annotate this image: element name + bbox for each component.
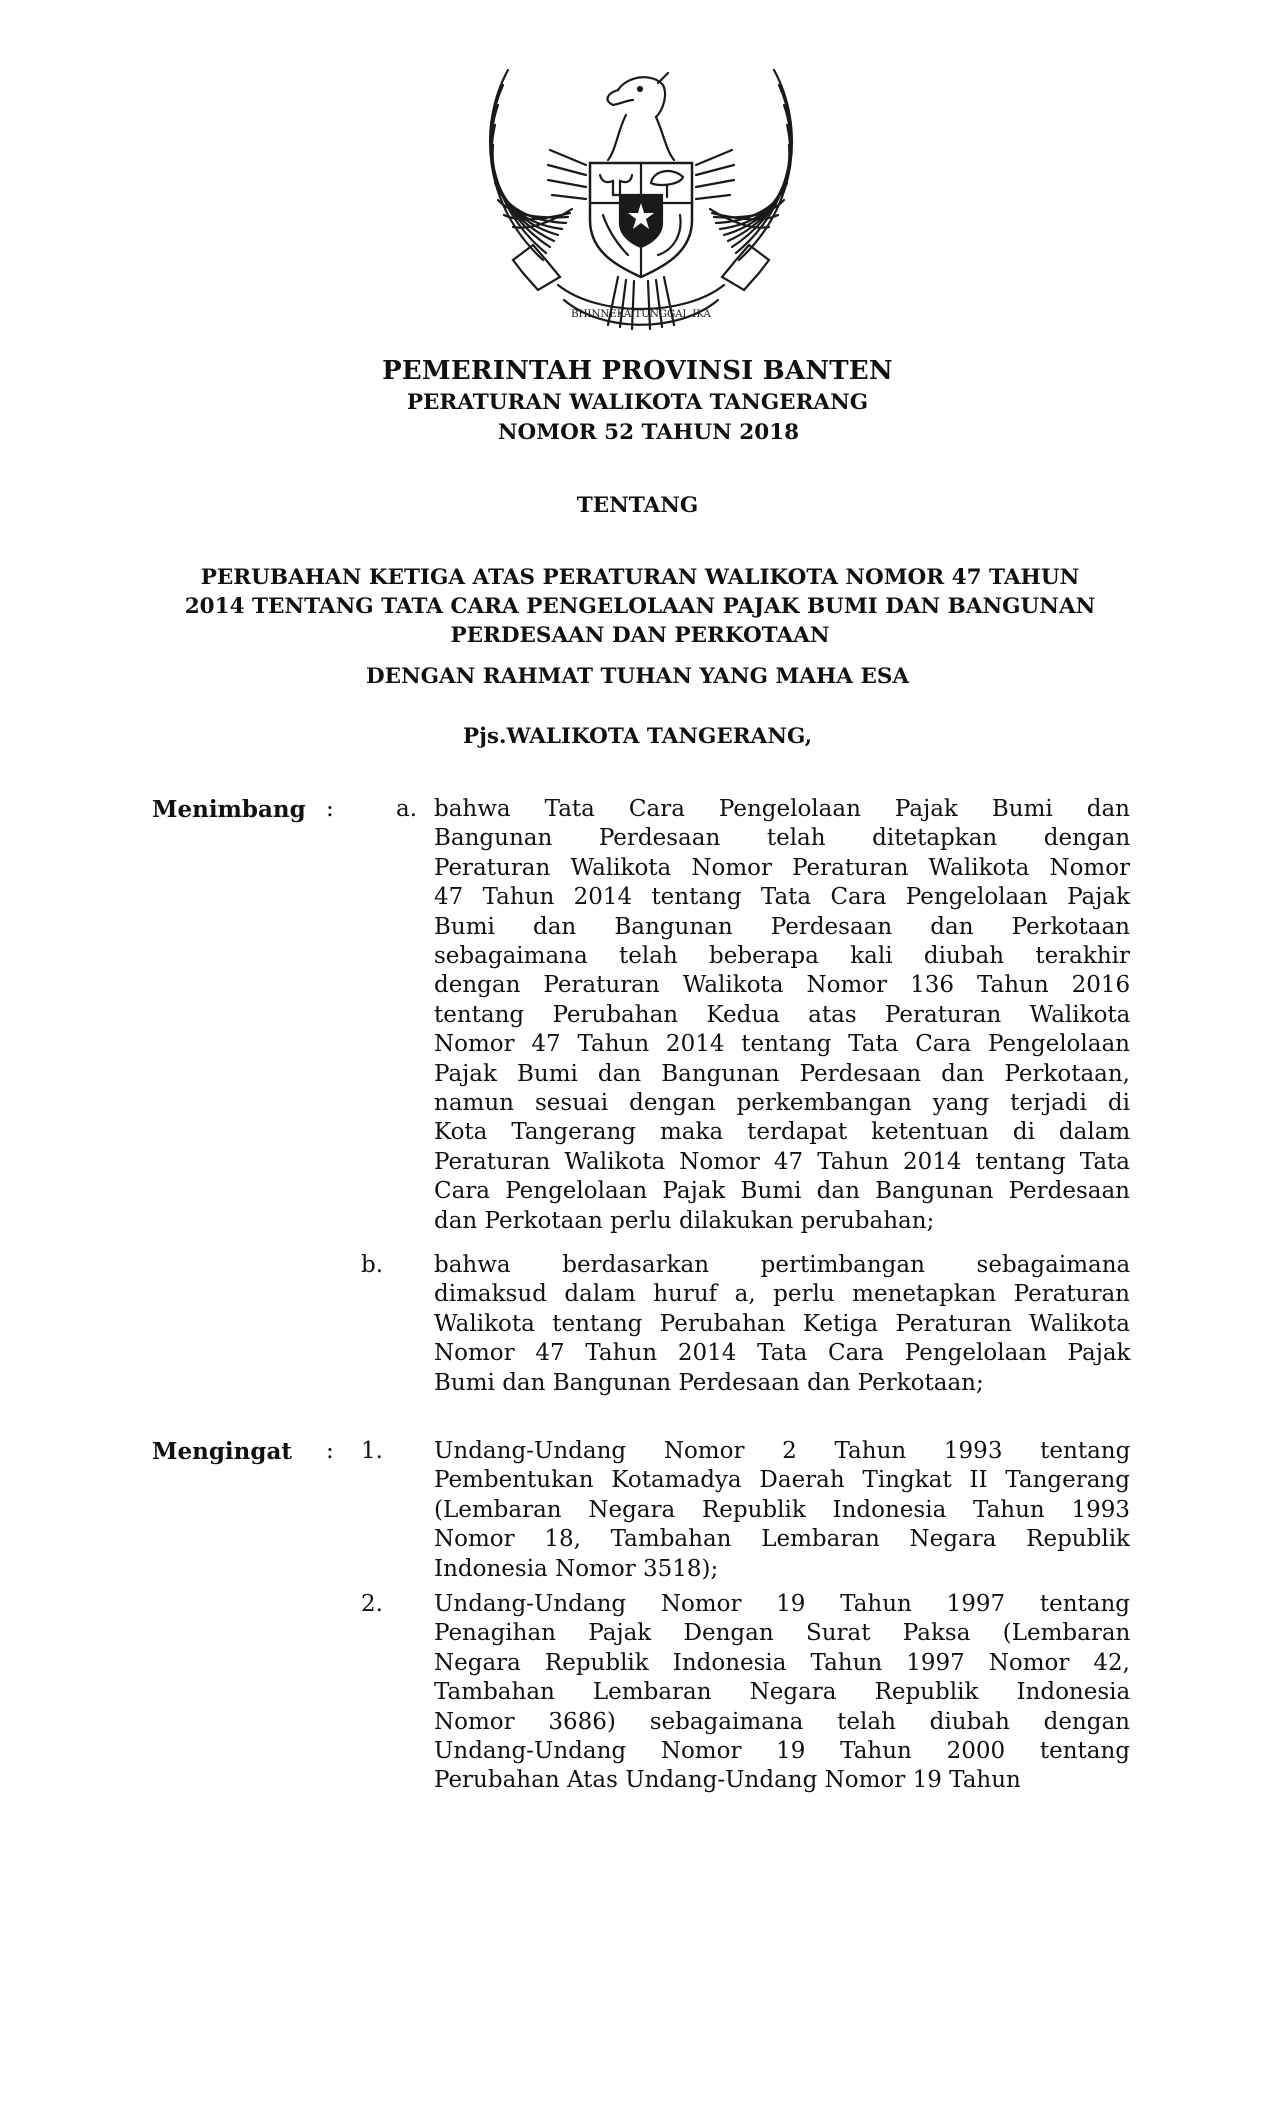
text-line: Indonesia Nomor 3518);: [434, 1555, 719, 1582]
text-line: Negara Republik Indonesia Tahun 1997 Nomor 42,: [434, 1649, 1130, 1676]
text-line: Cara Pengelolaan Pajak Bumi dan Bangunan Perdesaan: [434, 1178, 1130, 1205]
text-line: dimaksud dalam huruf a, perlu menetapkan Peraturan: [434, 1281, 1130, 1308]
title-line: 2014 TENTANG TATA CARA PENGELOLAAN PAJAK BUMI DAN BANGUNAN: [184, 594, 1096, 619]
text-line: Bumi dan Bangunan Perdesaan dan Perkotaan: [434, 913, 1130, 940]
regulation-type-heading: PERATURAN WALIKOTA TANGERANG: [406, 390, 869, 415]
text-line: 47 Tahun 2014 tentang Tata Cara Pengelolaan Pajak: [434, 884, 1131, 911]
text-line: bahwa berdasarkan pertimbangan sebagaimana: [434, 1252, 1131, 1278]
text-line: Pembentukan Kotamadya Daerah Tingkat II Tangerang: [434, 1467, 1130, 1494]
text-line: sebagaimana telah beberapa kali diubah terakhir: [434, 943, 1130, 970]
text-line: dan Perkotaan perlu dilakukan perubahan;: [434, 1207, 935, 1234]
text-line: Pajak Bumi dan Bangunan Perdesaan dan Perkotaan,: [434, 1060, 1130, 1087]
motto-text: BHINNEKA TUNGGAL IKA: [571, 308, 711, 320]
text-line: namun sesuai dengan perkembangan yang terjadi di: [434, 1090, 1130, 1117]
consideration-item-b: [434, 1251, 1130, 1398]
text-line: Undang-Undang Nomor 2 Tahun 1993 tentang: [434, 1438, 1131, 1464]
invocation-heading: DENGAN RAHMAT TUHAN YANG MAHA ESA: [365, 664, 910, 689]
text-line: tentang Perubahan Kedua atas Peraturan Walikota: [434, 1001, 1131, 1028]
text-line: Peraturan Walikota Nomor Peraturan Walikota Nomor: [434, 854, 1131, 881]
text-line: Peraturan Walikota Nomor 47 Tahun 2014 tentang Tata: [434, 1148, 1130, 1175]
item-marker: 1.: [361, 1438, 383, 1464]
menimbang-colon: :: [326, 796, 334, 822]
text-line: dengan Peraturan Walikota Nomor 136 Tahun 2016: [434, 972, 1131, 999]
menimbang-label: Menimbang: [152, 796, 306, 823]
text-line: Undang-Undang Nomor 19 Tahun 1997 tentang: [434, 1591, 1130, 1617]
text-line: Perubahan Atas Undang-Undang Nomor 19 Tahun: [434, 1767, 1021, 1794]
text-line: Tambahan Lembaran Negara Republik Indonesia: [434, 1679, 1131, 1706]
text-line: Undang-Undang Nomor 19 Tahun 2000 tentang: [434, 1738, 1130, 1765]
left-wing-icon: [490, 70, 586, 260]
text-line: Walikota tentang Perubahan Ketiga Peraturan Walikota: [434, 1310, 1130, 1337]
mengingat-colon: :: [326, 1438, 334, 1464]
about-heading: TENTANG: [576, 493, 699, 518]
text-line: (Lembaran Negara Republik Indonesia Tahun 1993: [434, 1496, 1130, 1523]
right-wing-icon: [696, 70, 792, 260]
garuda-head-icon: [608, 73, 674, 160]
text-line: Penagihan Pajak Dengan Surat Paksa (Lembaran: [434, 1620, 1131, 1647]
item-marker: a.: [396, 796, 418, 822]
text-line: Nomor 47 Tahun 2014 Tata Cara Pengelolaan Pajak: [434, 1340, 1131, 1367]
text-line: Bumi dan Bangunan Perdesaan dan Perkotaan;: [434, 1369, 984, 1396]
garuda-pancasila-emblem: [468, 55, 814, 350]
text-line: Bangunan Perdesaan telah ditetapkan dengan: [434, 825, 1131, 852]
title-line: PERDESAAN DAN PERKOTAAN: [450, 623, 830, 648]
regulation-title: [140, 563, 1140, 650]
text-line: Nomor 18, Tambahan Lembaran Negara Republik: [434, 1526, 1130, 1553]
text-line: Nomor 3686) sebagaimana telah diubah dengan: [434, 1708, 1130, 1735]
mengingat-label: Mengingat: [152, 1438, 292, 1465]
legal-basis-item-1: [434, 1437, 1130, 1584]
legal-basis-item-2: [434, 1590, 1130, 1796]
text-line: bahwa Tata Cara Pengelolaan Pajak Bumi dan: [434, 796, 1130, 822]
item-marker: b.: [361, 1252, 384, 1278]
regulation-number: NOMOR 52 TAHUN 2018: [497, 420, 800, 445]
text-line: Nomor 47 Tahun 2014 tentang Tata Cara Pengelolaan: [434, 1031, 1130, 1058]
item-marker: 2.: [361, 1591, 383, 1617]
text-line: Kota Tangerang maka terdapat ketentuan di dalam: [434, 1119, 1131, 1146]
government-heading: PEMERINTAH PROVINSI BANTEN: [382, 356, 893, 386]
tail-icon: [608, 277, 674, 329]
consideration-item-a: [434, 795, 1130, 1236]
authority-heading: Pjs.WALIKOTA TANGERANG,: [462, 724, 813, 749]
title-line: PERUBAHAN KETIGA ATAS PERATURAN WALIKOTA NOMOR 47 TAHUN: [200, 565, 1080, 590]
